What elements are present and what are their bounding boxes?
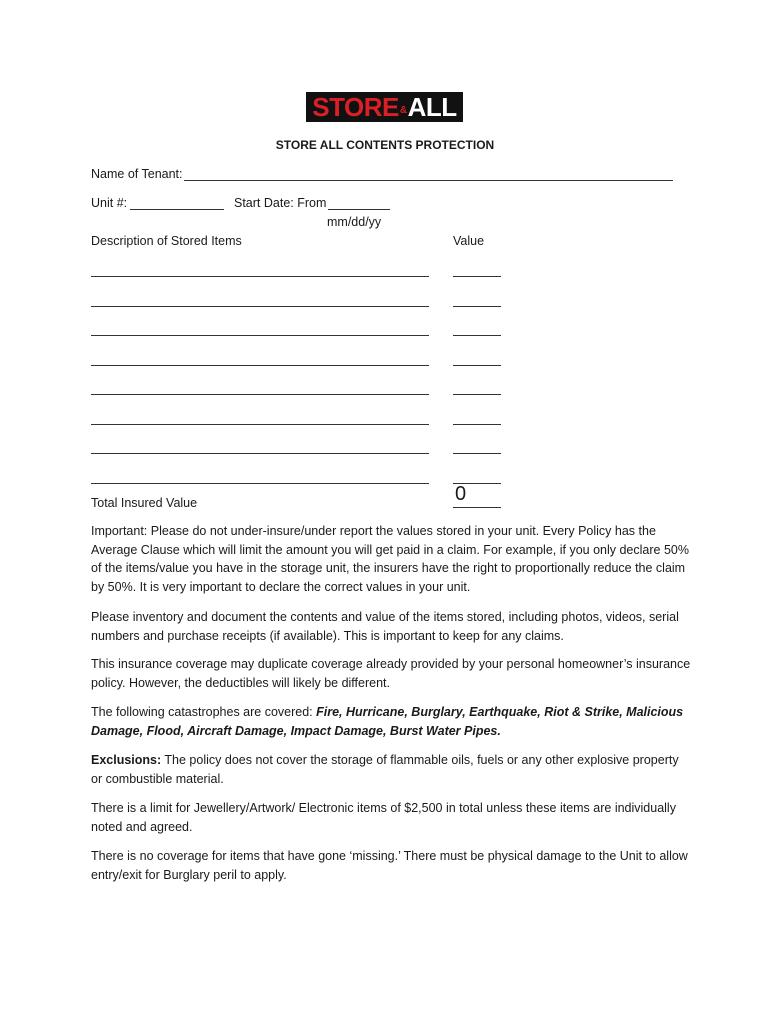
coverage-paragraph: This insurance coverage may duplicate coverage already provided by your personal homeowner’s insurance policy. However, the deductibles will likely be different.: [91, 657, 691, 690]
item-description-field[interactable]: [91, 483, 429, 484]
total-insured-value: 0: [455, 483, 467, 505]
important-paragraph: Important: Please do not under-insure/under report the values stored in your unit. Every Policy has the Average Clause which will limit the amount you will get paid in a claim. For example, if you only declare 50% of the items/value you have in the storage unit, the insurers have the right to proportionally reduce the claim by 50%. It is very important to declare the correct values in your unit.: [91, 524, 689, 595]
limit-paragraph: There is a limit for Jewellery/Artwork/ Electronic items of $2,500 in total unless these items are individually noted and agreed.: [91, 801, 676, 834]
logo-store: STORE: [312, 92, 399, 122]
item-description-field[interactable]: [91, 306, 429, 307]
item-description-field[interactable]: [91, 453, 429, 454]
item-value-field[interactable]: [453, 365, 501, 366]
exclusions-text: The policy does not cover the storage of flammable oils, fuels or any other explosive property or combustible material.: [91, 753, 679, 786]
missing-items-paragraph: There is no coverage for items that have gone ‘missing.’ There must be physical damage to the Unit to allow entry/exit for Burglary peril to apply.: [91, 849, 688, 882]
exclusions-paragraph: [91, 751, 691, 788]
logo-amp: &: [399, 105, 407, 116]
start-date-field[interactable]: [328, 209, 390, 210]
catastrophes-paragraph: [91, 703, 691, 740]
unit-label: Unit #:: [91, 196, 128, 210]
item-description-field[interactable]: [91, 365, 429, 366]
description-header: Description of Stored Items: [91, 234, 242, 248]
unit-number-field[interactable]: [130, 209, 224, 210]
total-value-line: [453, 507, 501, 508]
item-description-field[interactable]: [91, 335, 429, 336]
item-description-field[interactable]: [91, 424, 429, 425]
item-value-field[interactable]: [453, 276, 501, 277]
total-insured-label: Total Insured Value: [91, 496, 198, 510]
value-header: Value: [453, 234, 485, 248]
form-title: STORE ALL CONTENTS PROTECTION: [275, 138, 495, 152]
item-value-field[interactable]: [453, 424, 501, 425]
item-description-field[interactable]: [91, 394, 429, 395]
start-date-label: Start Date: From: [234, 196, 327, 210]
tenant-name-field[interactable]: [184, 180, 673, 181]
item-value-field[interactable]: [453, 394, 501, 395]
store-all-logo: [306, 92, 463, 122]
inventory-paragraph: Please inventory and document the contents and value of the items stored, including photos, videos, serial numbers and purchase receipts (if available). This is important to keep for any claims.: [91, 610, 679, 643]
catastrophes-intro: The following catastrophes are covered:: [91, 705, 317, 719]
item-description-field[interactable]: [91, 276, 429, 277]
catastrophes-list: Fire, Hurricane, Burglary, Earthquake, Riot & Strike, Malicious Damage, Flood, Aircraft Damage, Impact Damage, Burst Water Pipes.: [91, 705, 684, 738]
item-value-field[interactable]: [453, 306, 501, 307]
exclusions-label: Exclusions:: [91, 753, 162, 767]
date-format-hint: mm/dd/yy: [327, 215, 382, 229]
logo-all: ALL: [407, 92, 457, 122]
item-value-field[interactable]: [453, 335, 501, 336]
tenant-label: Name of Tenant:: [91, 167, 183, 181]
item-value-field[interactable]: [453, 453, 501, 454]
